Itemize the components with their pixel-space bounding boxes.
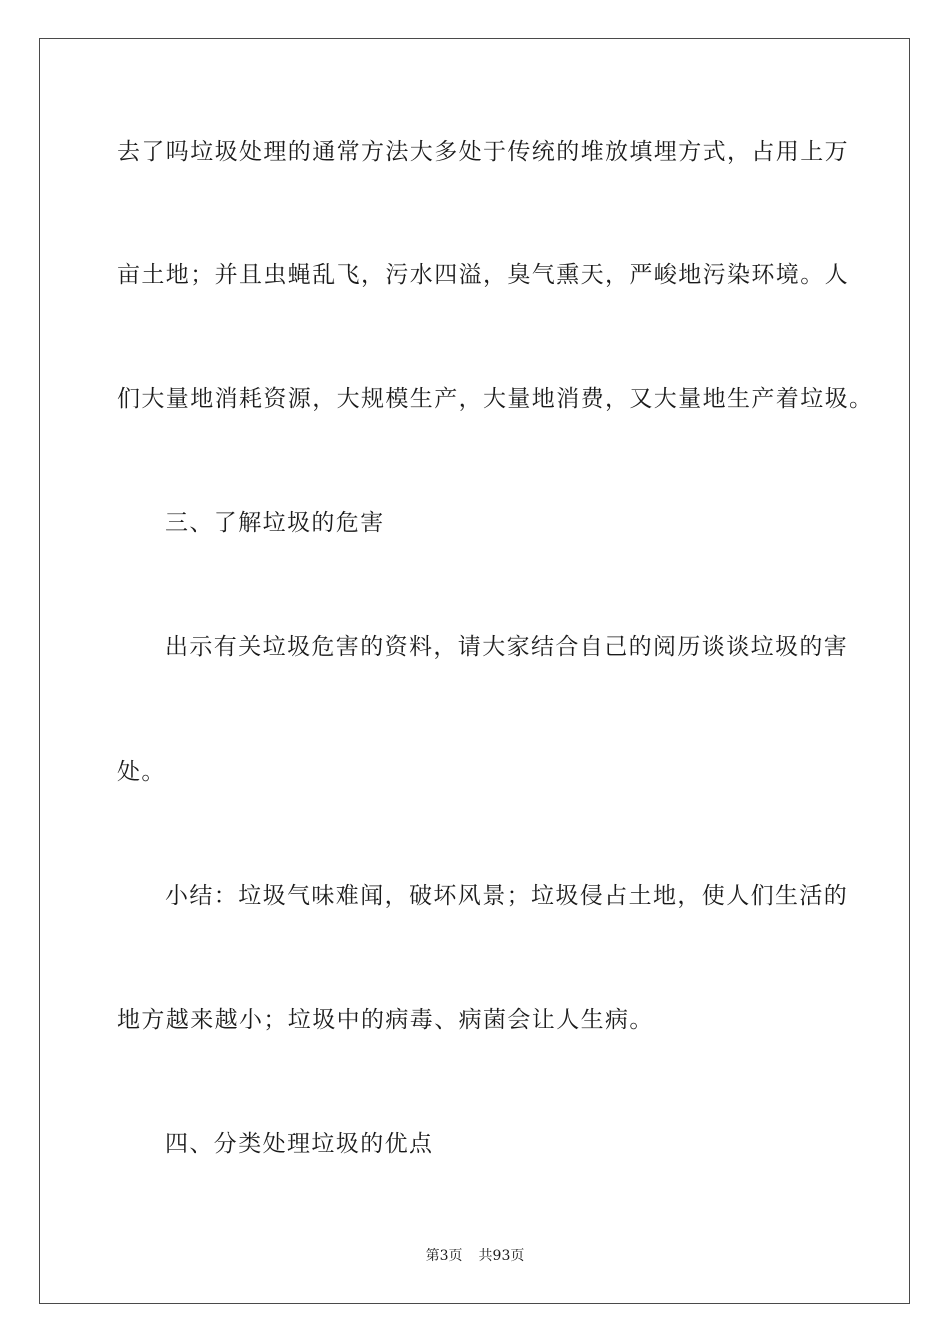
paragraph-line: 小结：垃圾气味难闻，破坏风景；垃圾侵占土地，使人们生活的 — [165, 883, 849, 909]
paragraph-line: 们大量地消耗资源，大规模生产，大量地消费，又大量地生产着垃圾。 — [117, 386, 874, 412]
paragraph-line: 地方越来越小；垃圾中的病毒、病菌会让人生病。 — [117, 1007, 654, 1033]
paragraph-line: 亩土地；并且虫蝇乱飞，污水四溢，臭气熏天，严峻地污染环境。人 — [117, 262, 849, 288]
page-total: 共93页 — [478, 1248, 525, 1264]
section-heading: 三、了解垃圾的危害 — [165, 510, 385, 536]
paragraph-line: 出示有关垃圾危害的资料，请大家结合自己的阅历谈谈垃圾的害 — [165, 634, 849, 660]
page-footer — [0, 1247, 950, 1265]
paragraph-line: 去了吗垃圾处理的通常方法大多处于传统的堆放填埋方式，占用上万 — [117, 139, 849, 165]
page-frame — [39, 38, 910, 1304]
page-number: 第3页 — [425, 1248, 463, 1264]
section-heading: 四、分类处理垃圾的优点 — [165, 1131, 434, 1157]
paragraph-line: 处。 — [117, 759, 166, 785]
